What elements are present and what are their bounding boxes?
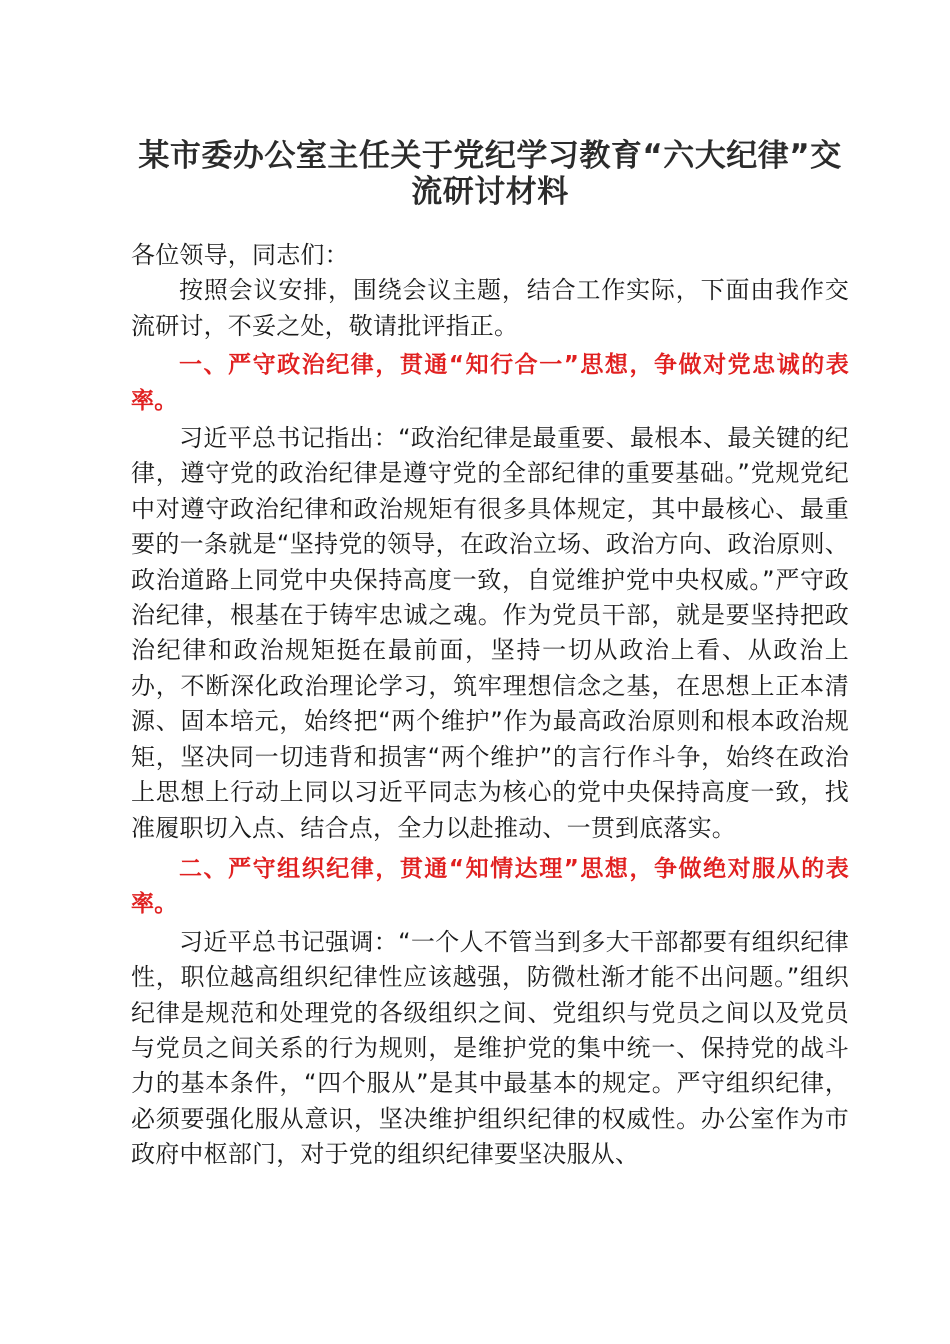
document-title: 某市委办公室主任关于党纪学习教育“六大纪律”交流研讨材料 (138, 138, 842, 210)
salutation: 各位领导，同志们： (131, 241, 349, 269)
section-heading-1: 一、严守政治纪律，贯通“知行合一”思想，争做对党忠诚的表率。 (131, 352, 849, 414)
section-body-1: 习近平总书记指出：“政治纪律是最重要、最根本、最关键的纪律，遵守党的政治纪律是遵守党的全部纪律的重要基础。”党规党纪中对遵守政治纪律和政治规矩有很多具体规定，其中最核心、最重要的一条就是“坚持党的领导，在政治立场、政治方向、政治原则、政治道路上同党中央保持高度一致，自觉维护党中央权威。”严守政治纪律，根基在于铸牢忠诚之魂。作为党员干部，就是要坚持把政治纪律和政治规矩挺在最前面，坚持一切从政治上看、从政治上办，不断深化政治理论学习，筑牢理想信念之基，在思想上正本清源、固本培元，始终把“两个维护”作为最高政治原则和根本政治规矩，坚决同一切违背和损害“两个维护”的言行作斗争，始终在政治上思想上行动上同以习近平同志为核心的党中央保持高度一致，找准履职切入点、结合点，全力以赴推动、一贯到底落实。 (131, 424, 849, 842)
section-body-2: 习近平总书记强调：“一个人不管当到多大干部都要有组织纪律性，职位越高组织纪律性应该越强，防微杜渐才能不出问题。”组织纪律是规范和处理党的各级组织之间、党组织与党员之间以及党员与党员之间关系的行为规则，是维护党的集中统一、保持党的战斗力的基本条件，“四个服从”是其中最基本的规定。严守组织纪律，必须要强化服从意识，坚决维护组织纪律的权威性。办公室作为市政府中枢部门，对于党的组织纪律要坚决服从、 (131, 927, 849, 1169)
intro-paragraph: 按照会议安排，围绕会议主题，结合工作实际，下面由我作交流研讨，不妥之处，敬请批评指正。 (131, 276, 849, 340)
section-heading-2: 二、严守组织纪律，贯通“知情达理”思想，争做绝对服从的表率。 (131, 855, 849, 918)
document-page (131, 138, 849, 1173)
